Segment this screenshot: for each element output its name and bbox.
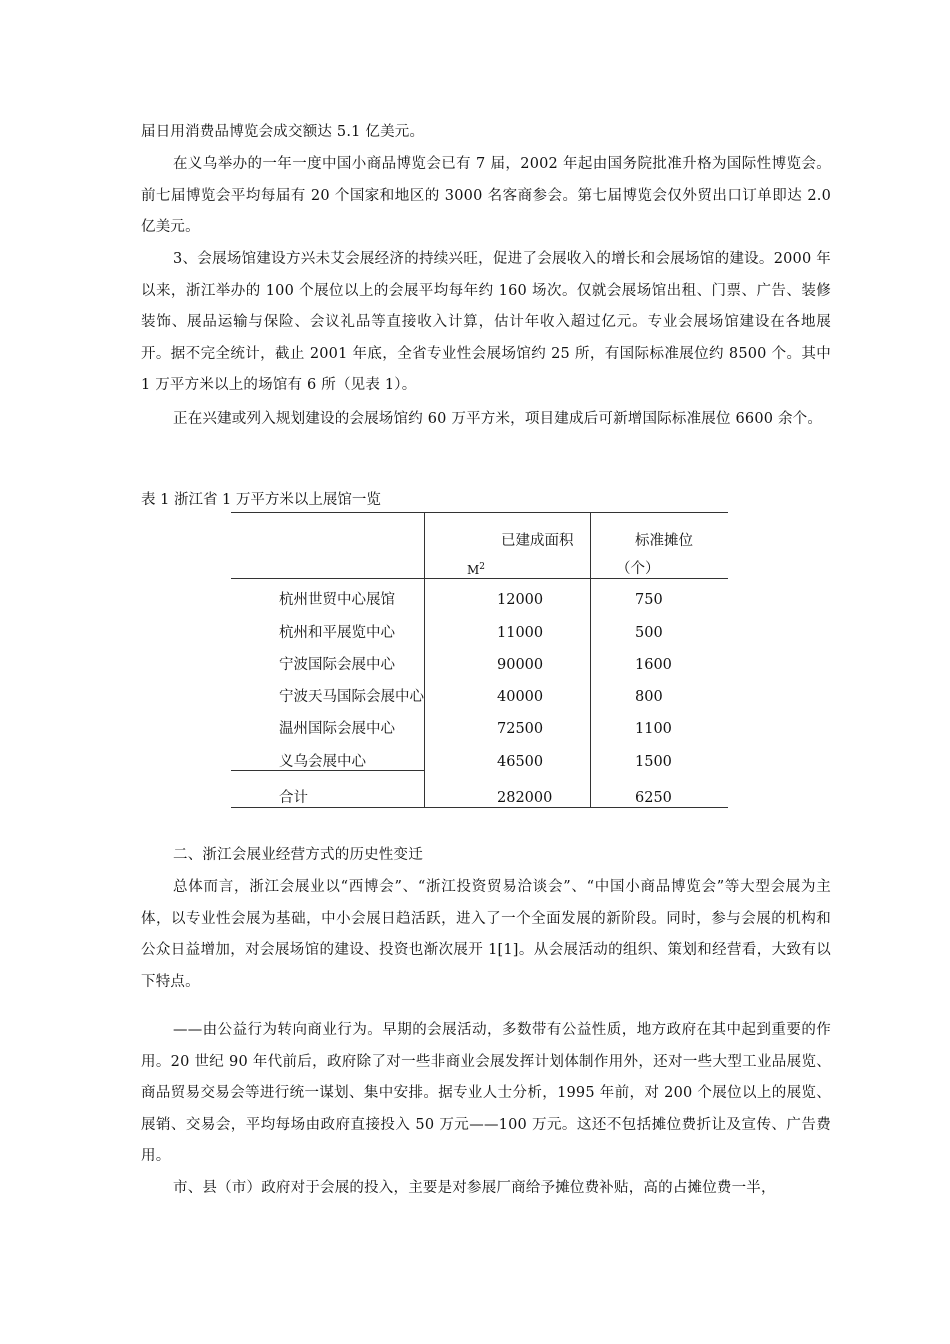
paragraph-2: 在义乌举办的一年一度中国小商品博览会已有 7 届，2002 年起由国务院批准升格为国际性博览会。前七届博览会平均每届有 20 个国家和地区的 3000 名客商参会。第七届博览会仅外贸出口订单即达 2.0 亿美元。 (141, 156, 831, 235)
header-area-unit: $M^2$ (467, 562, 486, 577)
row-area: 90000 (497, 657, 544, 673)
total-booths: 6250 (635, 790, 672, 806)
row-name: 宁波天马国际会展中心 (279, 689, 424, 705)
row-booths: 1100 (635, 721, 672, 737)
paragraph-3: 3、会展场馆建设方兴未艾会展经济的持续兴旺，促进了会展收入的增长和会展场馆的建设。2000 年以来，浙江举办的 100 个展位以上的会展平均每年约 160 场次。仅就会展场馆出租、门票、广告、装修装饰、展品运输与保险、会议礼品等直接收入计算，估计年收入超过亿元。专业会展场馆建设在各地展开。据不完全统计，截止 2001 年底，全省专业性会展场馆约 25 所，有国际标准展位约 8500 个。其中 1 万平方米以上的场馆有 6 所（见表 1）。 (141, 251, 831, 393)
row-booths: 1500 (635, 754, 672, 770)
row-area: 46500 (497, 754, 544, 770)
table-divider-1 (424, 512, 425, 808)
row-name: 义乌会展中心 (279, 754, 366, 770)
paragraph-7: ——由公益行为转向商业行为。早期的会展活动，多数带有公益性质，地方政府在其中起到重要的作用。20 世纪 90 年代前后，政府除了对一些非商业会展发挥计划体制作用外，还对一些大型工业品展览、商品贸易交易会等进行统一谋划、集中安排。据专业人士分析，1995 年前，对 200 个展位以上的展览、展销、交易会，平均每场由政府直接投入 50 万元——100 万元。这还不包括摊位费折让及宣传、广告费用。 (141, 1022, 831, 1164)
header-booths-unit: （个） (616, 561, 660, 577)
row-name: 温州国际会展中心 (279, 721, 395, 737)
table-caption: 表 1 浙江省 1 万平方米以上展馆一览 (141, 492, 381, 508)
row-area: 72500 (497, 721, 544, 737)
paragraph-6: 总体而言，浙江会展业以“西博会”、“浙江投资贸易洽谈会”、“中国小商品博览会”等大型会展为主体，以专业性会展为基础，中小会展日趋活跃，进入了一个全面发展的新阶段。同时，参与会展的机构和公众日益增加，对会展场馆的建设、投资也渐次展开 1[1]。从会展活动的组织、策划和经营看，大致有以下特点。 (141, 879, 831, 990)
row-booths: 1600 (635, 657, 672, 673)
table-top-rule (231, 512, 728, 513)
row-area: 11000 (497, 625, 544, 641)
row-area: 40000 (497, 689, 544, 705)
row-name: 杭州和平展览中心 (279, 625, 395, 641)
total-area: 282000 (497, 790, 553, 806)
table-divider-2 (590, 512, 591, 808)
paragraph-8: 市、县（市）政府对于会展的投入，主要是对参展厂商给予摊位费补贴，高的占摊位费一半， (173, 1180, 776, 1196)
header-booths: 标准摊位 (635, 533, 693, 549)
total-name: 合计 (279, 790, 308, 806)
paragraph-1: 届日用消费品博览会成交额达 5.1 亿美元。 (141, 124, 425, 140)
row-booths: 800 (635, 689, 663, 705)
section-heading: 二、浙江会展业经营方式的历史性变迁 (173, 847, 423, 863)
row-area: 12000 (497, 592, 544, 608)
row-booths: 500 (635, 625, 663, 641)
paragraph-4: 正在兴建或列入规划建设的会展场馆约 60 万平方米，项目建成后可新增国际标准展位 6600 余个。 (173, 411, 823, 427)
row-booths: 750 (635, 592, 663, 608)
row-name: 杭州世贸中心展馆 (279, 592, 395, 608)
row-name: 宁波国际会展中心 (279, 657, 395, 673)
header-area: 已建成面积 (501, 533, 574, 549)
exhibition-halls-table (231, 512, 728, 808)
